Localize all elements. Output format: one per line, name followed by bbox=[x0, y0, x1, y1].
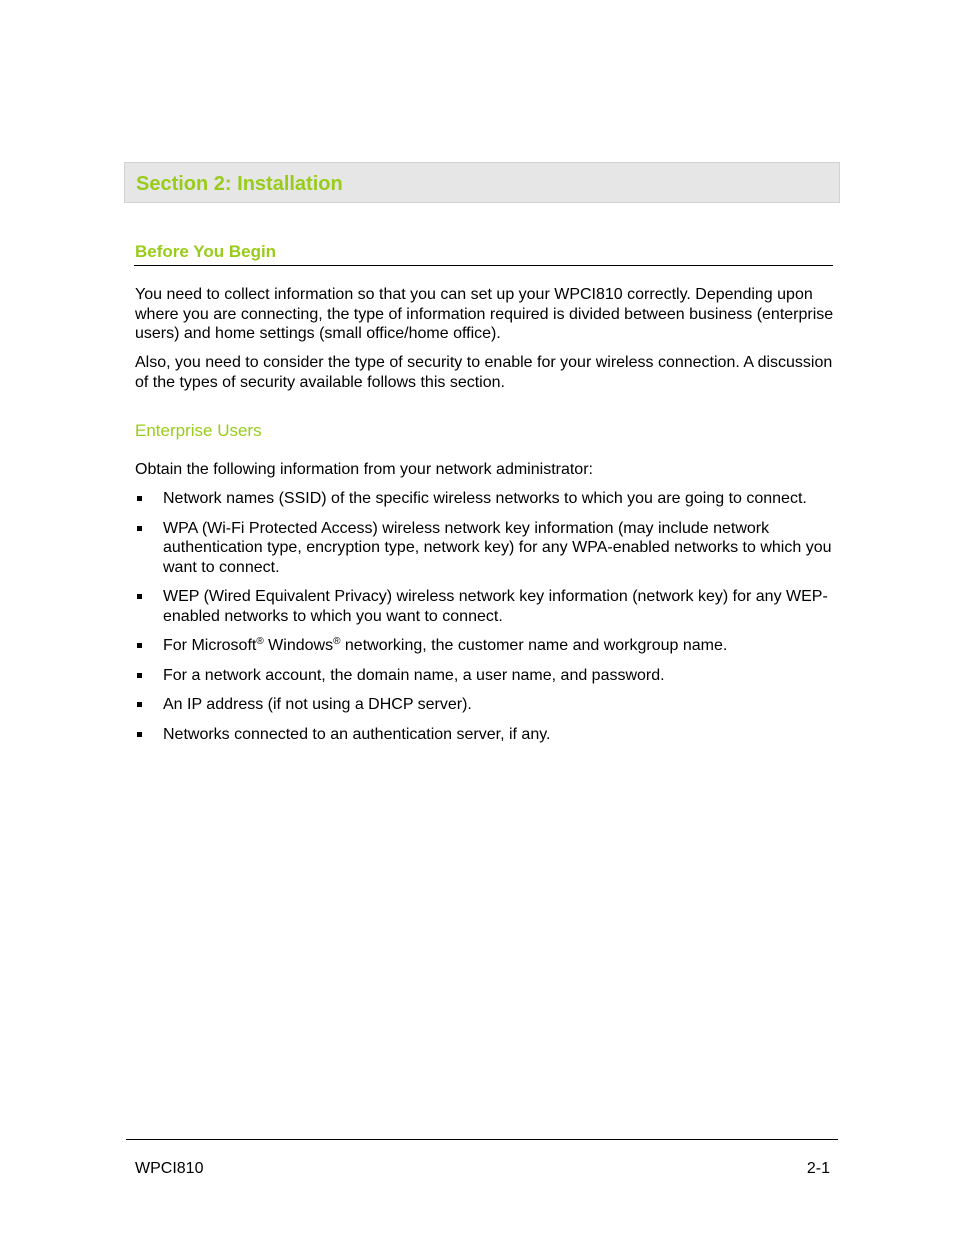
square-bullet-icon bbox=[137, 673, 142, 678]
list-item bbox=[135, 587, 835, 626]
enterprise-info-list bbox=[135, 489, 835, 754]
registered-mark: ® bbox=[256, 636, 264, 647]
list-item-text: Network names (SSID) of the specific wireless networks to which you are going to connect. bbox=[163, 490, 807, 507]
list-item bbox=[135, 489, 835, 509]
square-bullet-icon bbox=[137, 594, 142, 599]
list-item-text: An IP address (if not using a DHCP server). bbox=[163, 696, 472, 713]
square-bullet-icon bbox=[137, 732, 142, 737]
security-paragraph: Also, you need to consider the type of security to enable for your wireless connection. A discussion of the types of security available follows this section. bbox=[135, 354, 833, 391]
list-item-text: For a network account, the domain name, a user name, and password. bbox=[163, 666, 665, 684]
section-title: Section 2: Installation bbox=[136, 173, 343, 195]
text-fragment: Windows bbox=[263, 637, 334, 654]
square-bullet-icon bbox=[137, 526, 142, 531]
footer-product-name: WPCI810 bbox=[135, 1160, 204, 1177]
list-item bbox=[135, 519, 835, 578]
footer-page-number: 2-1 bbox=[806, 1160, 830, 1177]
list-item-text: WEP (Wired Equivalent Privacy) wireless network key information (network key) for any WEP-enabled networks to which you want to connect. bbox=[163, 588, 828, 625]
section-banner bbox=[124, 162, 840, 203]
text-fragment: For Microsoft bbox=[163, 637, 257, 654]
list-item bbox=[135, 725, 835, 745]
footer-rule bbox=[126, 1139, 838, 1140]
list-item bbox=[135, 695, 835, 715]
heading-underline bbox=[134, 265, 833, 266]
text-fragment: networking, the customer name and workgroup name. bbox=[340, 637, 728, 654]
intro-paragraph: You need to collect information so that you can set up your WPCI810 correctly. Depending upon where you are connecting, the type of information required is divided between business (enterprise users) and home settings (small office/home office). bbox=[135, 286, 834, 342]
list-item-text: WPA (Wi-Fi Protected Access) wireless network key information (may include network authentication type, encryption type, network key) for any WPA-enabled networks to which you want to connect. bbox=[163, 519, 832, 576]
list-item bbox=[135, 666, 835, 686]
enterprise-intro: Obtain the following information from your network administrator: bbox=[135, 461, 593, 478]
enterprise-users-heading: Enterprise Users bbox=[135, 421, 262, 440]
registered-mark: ® bbox=[333, 636, 341, 647]
list-item-text bbox=[163, 637, 727, 654]
square-bullet-icon bbox=[137, 702, 142, 707]
square-bullet-icon bbox=[137, 643, 142, 648]
list-item bbox=[135, 636, 835, 656]
square-bullet-icon bbox=[137, 496, 142, 501]
list-item-text: Networks connected to an authentication server, if any. bbox=[163, 725, 551, 743]
before-you-begin-heading: Before You Begin bbox=[135, 242, 277, 261]
